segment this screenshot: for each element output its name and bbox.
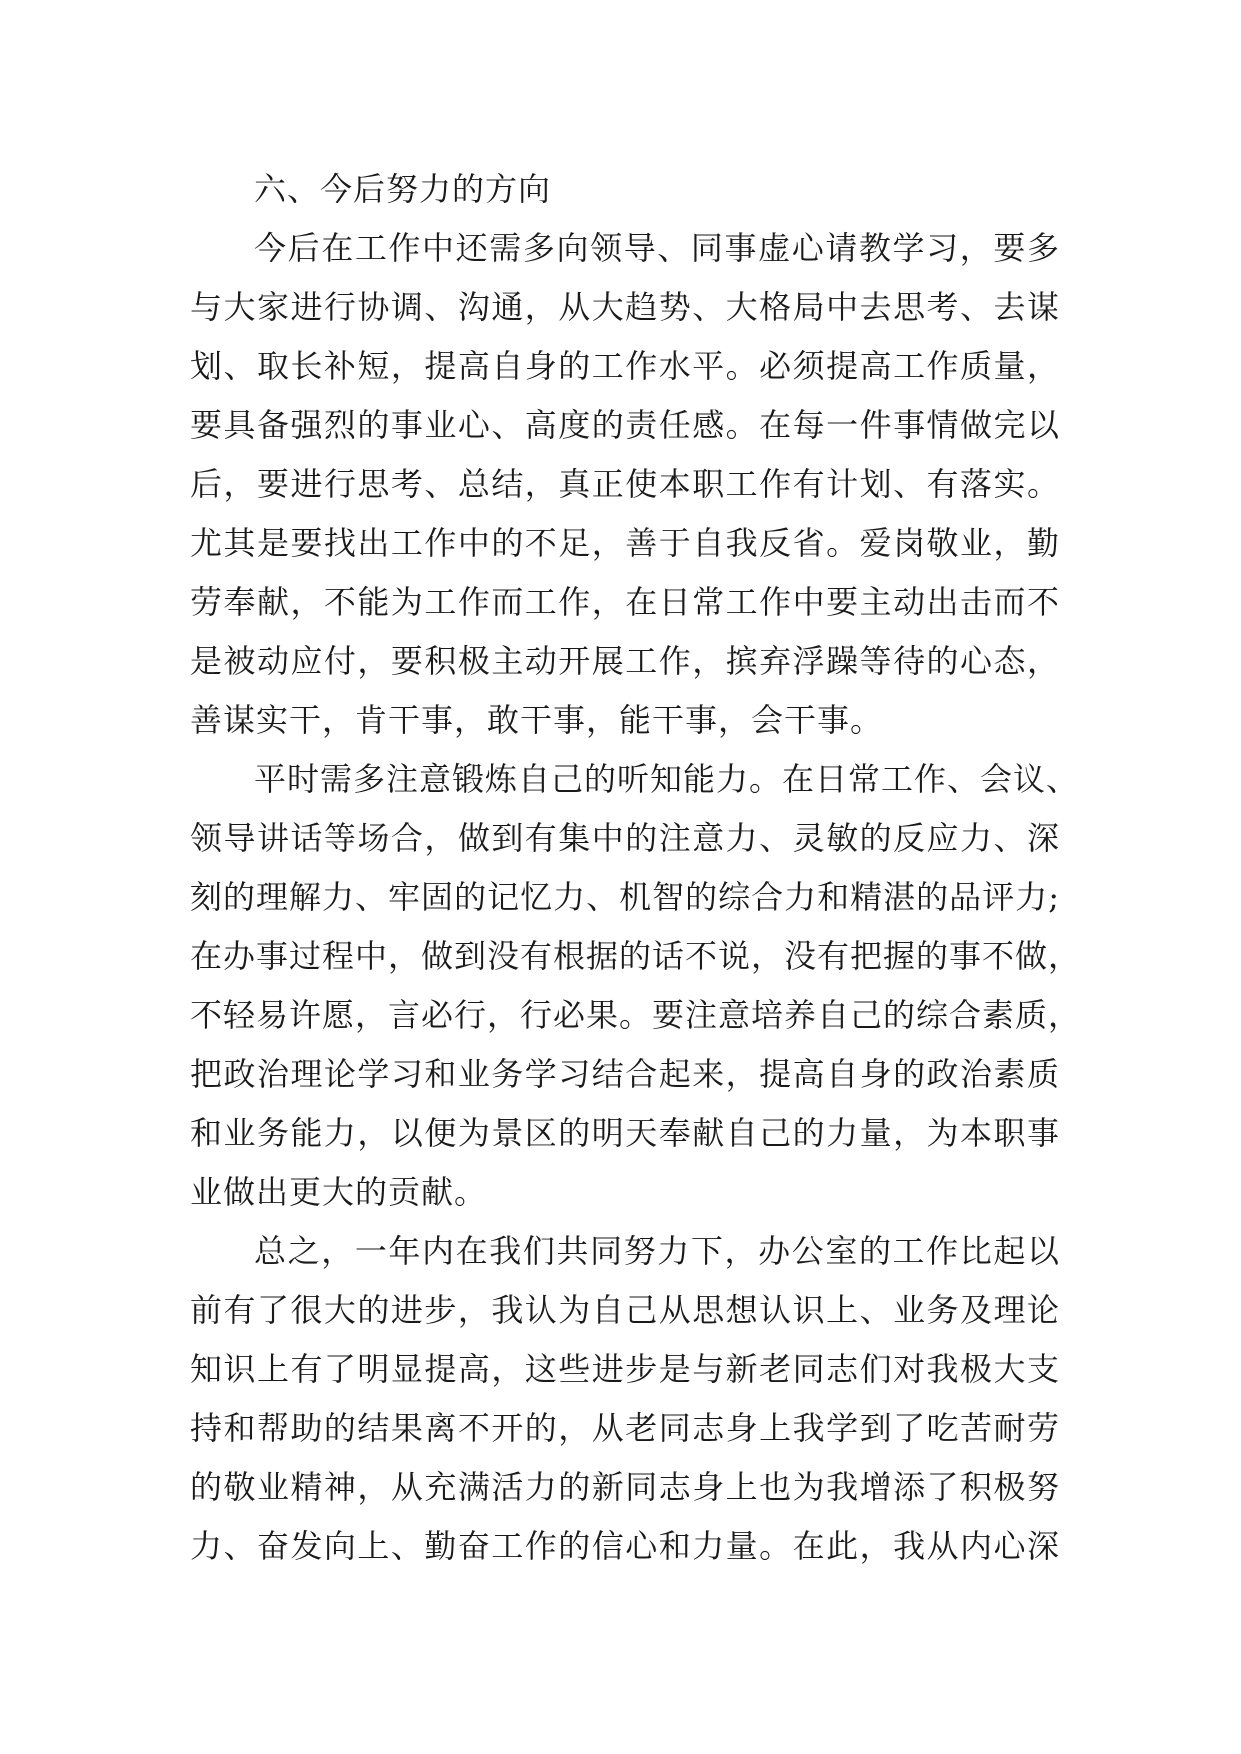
paragraph-line: 业做出更大的贡献。 (190, 1173, 488, 1211)
paragraph-line: 和业务能力，以便为景区的明天奉献自己的力量，为本职事 (190, 1114, 1060, 1152)
paragraph-line: 今后在工作中还需多向领导、同事虚心请教学习，要多 (254, 229, 1060, 267)
paragraph-line: 与大家进行协调、沟通，从大趋势、大格局中去思考、去谋 (190, 288, 1060, 326)
section-heading: 六、今后努力的方向 (254, 170, 552, 208)
paragraph-3 (190, 1222, 1060, 1576)
paragraph-line: 不轻易许愿，言必行，行必果。要注意培养自己的综合素质， (190, 996, 1082, 1034)
paragraph-line: 划、取长补短，提高自身的工作水平。必须提高工作质量， (190, 347, 1060, 385)
paragraph-2 (190, 750, 1082, 1222)
paragraph-line: 后，要进行思考、总结，真正使本职工作有计划、有落实。 (190, 465, 1060, 503)
paragraph-line: 要具备强烈的事业心、高度的责任感。在每一件事情做完以 (190, 406, 1060, 444)
paragraph-line: 劳奉献，不能为工作而工作，在日常工作中要主动出击而不 (190, 583, 1060, 621)
paragraph-line: 领导讲话等场合，做到有集中的注意力、灵敏的反应力、深 (190, 819, 1060, 857)
paragraph-line: 力、奋发向上、勤奋工作的信心和力量。在此，我从内心深 (190, 1527, 1060, 1565)
paragraph-line: 总之，一年内在我们共同努力下，办公室的工作比起以 (254, 1232, 1060, 1270)
paragraph-line: 在办事过程中，做到没有根据的话不说，没有把握的事不做， (190, 937, 1082, 975)
paragraph-1 (190, 219, 1060, 750)
paragraph-line: 把政治理论学习和业务学习结合起来，提高自身的政治素质 (190, 1055, 1060, 1093)
paragraph-line: 知识上有了明显提高，这些进步是与新老同志们对我极大支 (190, 1350, 1060, 1388)
paragraph-line: 善谋实干，肯干事，敢干事，能干事，会干事。 (190, 701, 884, 739)
paragraph-line: 前有了很大的进步，我认为自己从思想认识上、业务及理论 (190, 1291, 1060, 1329)
paragraph-line: 平时需多注意锻炼自己的听知能力。在日常工作、会议、 (254, 760, 1080, 798)
paragraph-line: 持和帮助的结果离不开的，从老同志身上我学到了吃苦耐劳 (190, 1409, 1060, 1447)
paragraph-line: 尤其是要找出工作中的不足，善于自我反省。爱岗敬业，勤 (190, 524, 1060, 562)
paragraph-line: 是被动应付，要积极主动开展工作，摈弃浮躁等待的心态， (190, 642, 1060, 680)
document-body (190, 160, 1082, 1576)
paragraph-line: 刻的理解力、牢固的记忆力、机智的综合力和精湛的品评力; (190, 878, 1060, 916)
paragraph-line: 的敬业精神，从充满活力的新同志身上也为我增添了积极努 (190, 1468, 1060, 1506)
